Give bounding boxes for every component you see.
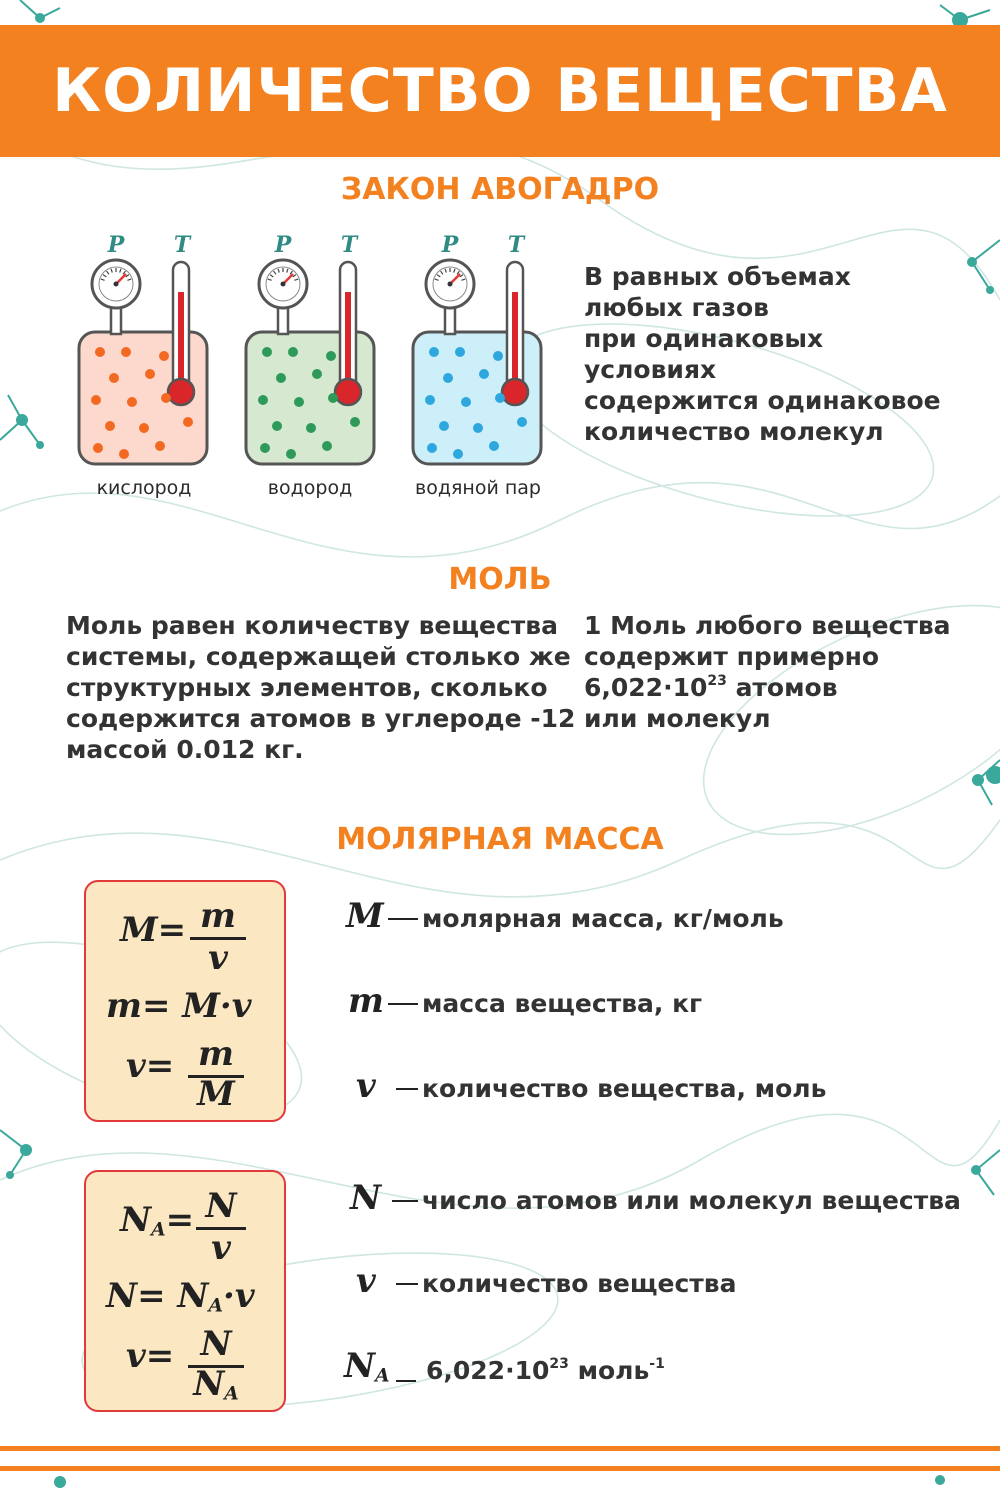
denominator: M xyxy=(197,1074,235,1114)
fraction-N-over-v xyxy=(196,1186,246,1266)
gas-particle xyxy=(159,351,169,361)
denominator: $N_A$ xyxy=(193,1364,239,1405)
gas-particle xyxy=(260,443,270,453)
gas-particle xyxy=(453,449,463,459)
fact-tail: атомов xyxy=(726,673,838,702)
statement-line: любых газов xyxy=(584,293,769,322)
vessel-label-oxygen: кислород xyxy=(96,477,192,499)
gas-particle xyxy=(161,393,171,403)
gas-particle xyxy=(429,347,439,357)
vessel-drawing xyxy=(241,232,381,472)
temperature-label: T xyxy=(507,232,525,258)
numerator: N xyxy=(200,1324,232,1364)
fraction-N-over-NA xyxy=(188,1324,244,1406)
avogadro-exponent: 23 xyxy=(707,673,727,689)
formula-na-lhs: $N_A=$ xyxy=(120,1200,195,1241)
vessel-drawing xyxy=(74,232,214,472)
fraction-m-over-v xyxy=(190,896,246,976)
mole-definition xyxy=(66,610,575,765)
gas-particle xyxy=(91,395,101,405)
gauge-pivot xyxy=(448,282,453,287)
gas-particle xyxy=(306,423,316,433)
denominator: v xyxy=(208,938,228,978)
gas-particle xyxy=(473,423,483,433)
thermometer-bulb xyxy=(502,379,528,405)
gas-particle xyxy=(427,443,437,453)
mole-fact xyxy=(584,610,951,734)
gas-particle xyxy=(119,449,129,459)
legend-text: число атомов или молекул вещества xyxy=(422,1186,961,1215)
vessel-oxygen xyxy=(74,232,214,472)
definition-line: системы, содержащей столько же xyxy=(66,642,571,671)
definition-line: Моль равен количеству вещества xyxy=(66,611,558,640)
formula-box-avogadro xyxy=(84,1170,286,1412)
statement-line: при одинаковых xyxy=(584,324,824,353)
gas-particle xyxy=(139,423,149,433)
mole-title: МОЛЬ xyxy=(448,562,552,597)
gas-particle xyxy=(312,369,322,379)
thermometer-column xyxy=(345,292,351,392)
numerator: m xyxy=(200,896,236,936)
statement-line: количество молекул xyxy=(584,417,884,446)
gas-particle xyxy=(121,347,131,357)
pressure-label: P xyxy=(107,232,125,258)
temperature-label: T xyxy=(173,232,191,258)
vessel-hydrogen xyxy=(241,232,381,472)
legend-symbol: v xyxy=(356,1261,376,1301)
gas-particle xyxy=(93,443,103,453)
statement-line: содержится одинаковое xyxy=(584,386,941,415)
avogadro-number: 6,022·10 xyxy=(584,673,708,702)
gas-particle xyxy=(109,373,119,383)
statement-line: условиях xyxy=(584,355,717,384)
formula-mass: m= M·v xyxy=(106,986,252,1026)
gas-particle xyxy=(145,369,155,379)
legend-symbol: M xyxy=(346,896,384,936)
legend-dash xyxy=(388,1003,418,1005)
formula-molar-mass-lhs: M= xyxy=(120,910,187,950)
vessel-drawing xyxy=(408,232,548,472)
gas-particle xyxy=(425,395,435,405)
legend-text: молярная масса, кг/моль xyxy=(422,904,784,933)
legend-symbol: N xyxy=(350,1178,382,1218)
thermometer-column xyxy=(178,292,184,392)
legend-dash xyxy=(388,918,418,920)
gas-particle xyxy=(495,393,505,403)
legend-symbol: m xyxy=(348,981,384,1021)
avogadro-constant-value: $6,022\cdot 10^{23}$ моль$^{-1}$ xyxy=(426,1356,665,1385)
fact-line: или молекул xyxy=(584,704,771,733)
gas-particle xyxy=(183,417,193,427)
gas-particle xyxy=(493,351,503,361)
legend-text: количество вещества xyxy=(422,1269,737,1298)
fact-line: 1 Моль любого вещества xyxy=(584,611,951,640)
vessel-water-vapor xyxy=(408,232,548,472)
gas-particle xyxy=(461,397,471,407)
gas-particle xyxy=(288,347,298,357)
gas-particle xyxy=(479,369,489,379)
gas-particle xyxy=(286,449,296,459)
definition-line: содержится атомов в углероде -12 xyxy=(66,704,576,733)
numerator: m xyxy=(198,1034,234,1074)
numerator: N xyxy=(205,1186,237,1226)
gas-particle xyxy=(328,393,338,403)
gas-particle xyxy=(127,397,137,407)
legend-dash xyxy=(396,1283,418,1285)
formula-amount-lhs: v= xyxy=(126,1336,175,1376)
molar-mass-title: МОЛЯРНАЯ МАССА xyxy=(336,822,664,857)
vessel-label-water-vapor: водяной пар xyxy=(415,477,541,499)
legend-symbol: $N_A$ xyxy=(344,1346,390,1387)
gas-particle xyxy=(155,441,165,451)
bottom-stripe xyxy=(0,1446,1000,1451)
legend-text: масса вещества, кг xyxy=(422,989,703,1018)
statement-line: В равных объемах xyxy=(584,262,851,291)
gauge-pivot xyxy=(281,282,286,287)
gas-particle xyxy=(489,441,499,451)
denominator: v xyxy=(211,1228,231,1268)
gauge-pivot xyxy=(114,282,119,287)
gas-particle xyxy=(105,421,115,431)
pressure-label: P xyxy=(441,232,459,258)
avogadro-title: ЗАКОН АВОГАДРО xyxy=(340,172,660,207)
formula-n-count: $N= N_A\cdot v$ xyxy=(106,1276,255,1317)
legend-symbol: v xyxy=(356,1066,376,1106)
thermometer-column xyxy=(512,292,518,392)
formula-amount-lhs: v= xyxy=(126,1046,175,1086)
legend-dash xyxy=(392,1200,418,1202)
fact-line: содержит примерно xyxy=(584,642,880,671)
gas-particle xyxy=(322,441,332,451)
legend-dash xyxy=(396,1380,416,1382)
definition-line: структурных элементов, сколько xyxy=(66,673,548,702)
gas-particle xyxy=(455,347,465,357)
gas-particle xyxy=(95,347,105,357)
pressure-label: P xyxy=(274,232,292,258)
gas-particle xyxy=(517,417,527,427)
gas-particle xyxy=(439,421,449,431)
page-title: КОЛИЧЕСТВО ВЕЩЕСТВА xyxy=(52,56,948,126)
avogadro-statement xyxy=(584,261,941,447)
legend-avogadro-constant xyxy=(340,1346,760,1386)
fraction-m-over-M xyxy=(188,1034,244,1114)
legend-dash xyxy=(396,1088,418,1090)
gas-particle xyxy=(262,347,272,357)
gas-particle xyxy=(258,395,268,405)
bottom-stripe xyxy=(0,1466,1000,1471)
gas-particle xyxy=(294,397,304,407)
vessel-label-hydrogen: водород xyxy=(267,477,353,499)
temperature-label: T xyxy=(340,232,358,258)
thermometer-bulb xyxy=(168,379,194,405)
gas-particle xyxy=(272,421,282,431)
gas-particle xyxy=(443,373,453,383)
gas-particle xyxy=(276,373,286,383)
gas-particle xyxy=(326,351,336,361)
gas-particle xyxy=(350,417,360,427)
formula-box-molar-mass xyxy=(84,880,286,1122)
fact-line-number xyxy=(584,672,951,703)
thermometer-bulb xyxy=(335,379,361,405)
definition-line: массой 0.012 кг. xyxy=(66,735,304,764)
legend-text: количество вещества, моль xyxy=(422,1074,827,1103)
